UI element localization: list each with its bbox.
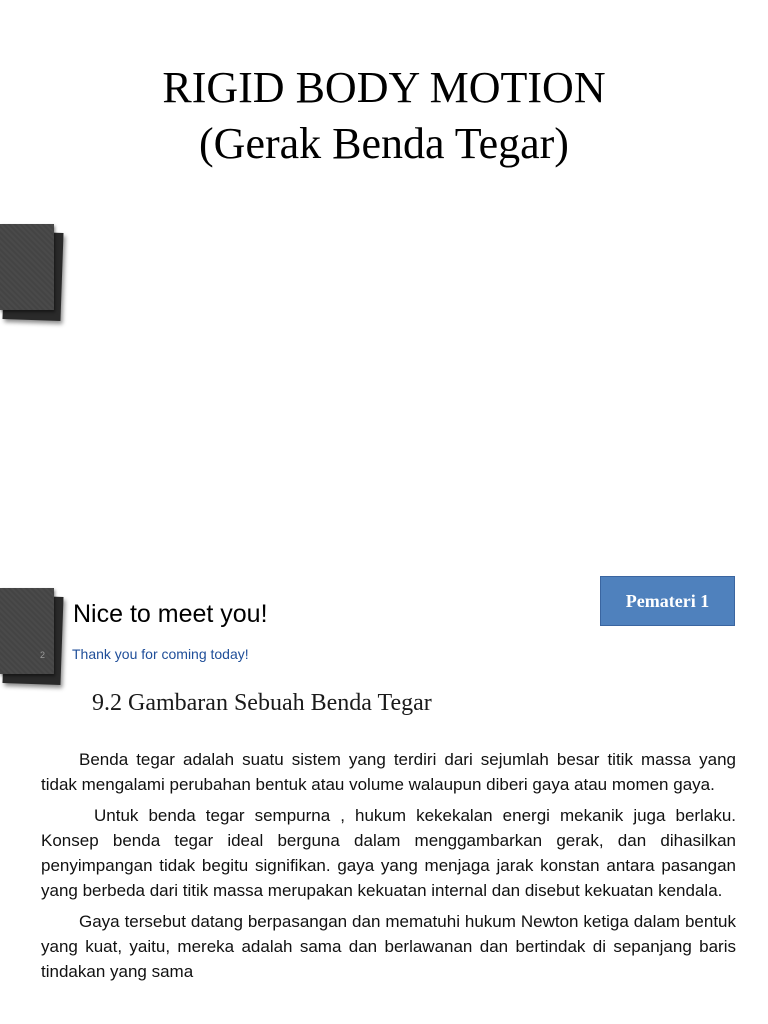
decorative-tile bbox=[0, 588, 56, 676]
decorative-tile-face bbox=[0, 224, 54, 310]
slide-subheading: Thank you for coming today! bbox=[72, 646, 249, 662]
slide-heading: Nice to meet you! bbox=[73, 600, 268, 628]
paragraph: Untuk benda tegar sempurna , hukum kekekalan energi mekanik juga berlaku. Konsep benda tegar ideal berguna dalam menggambarkan gerak, dan dihasilkan penyimpangan tidak begitu signifikan. gaya yang menjaga jarak konstan antara pasangan yang berbeda dari titik massa merupakan kekuatan internal dan disebut kekuatan kendala. bbox=[41, 806, 736, 900]
slide-title-line-1: RIGID BODY MOTION bbox=[162, 63, 606, 112]
slide-title-line-2: (Gerak Benda Tegar) bbox=[199, 119, 569, 168]
slide-number: 2 bbox=[40, 650, 46, 660]
paragraph: Gaya tersebut datang berpasangan dan mematuhi hukum Newton ketiga dalam bentuk yang kuat, yaitu, mereka adalah sama dan berlawanan dan bertindak di sepanjang baris tindakan yang sama bbox=[41, 912, 736, 981]
section-title: 9.2 Gambaran Sebuah Benda Tegar bbox=[92, 690, 432, 716]
paragraph: Benda tegar adalah suatu sistem yang terdiri dari sejumlah besar titik massa yang tidak mengalami perubahan bentuk atau volume walaupun diberi gaya atau momen gaya. bbox=[41, 750, 736, 794]
document-body bbox=[41, 747, 736, 990]
presenter-button[interactable]: Pemateri 1 bbox=[600, 576, 735, 626]
decorative-tile bbox=[0, 224, 56, 312]
decorative-tile-face bbox=[0, 588, 54, 674]
slide-title bbox=[0, 60, 768, 172]
